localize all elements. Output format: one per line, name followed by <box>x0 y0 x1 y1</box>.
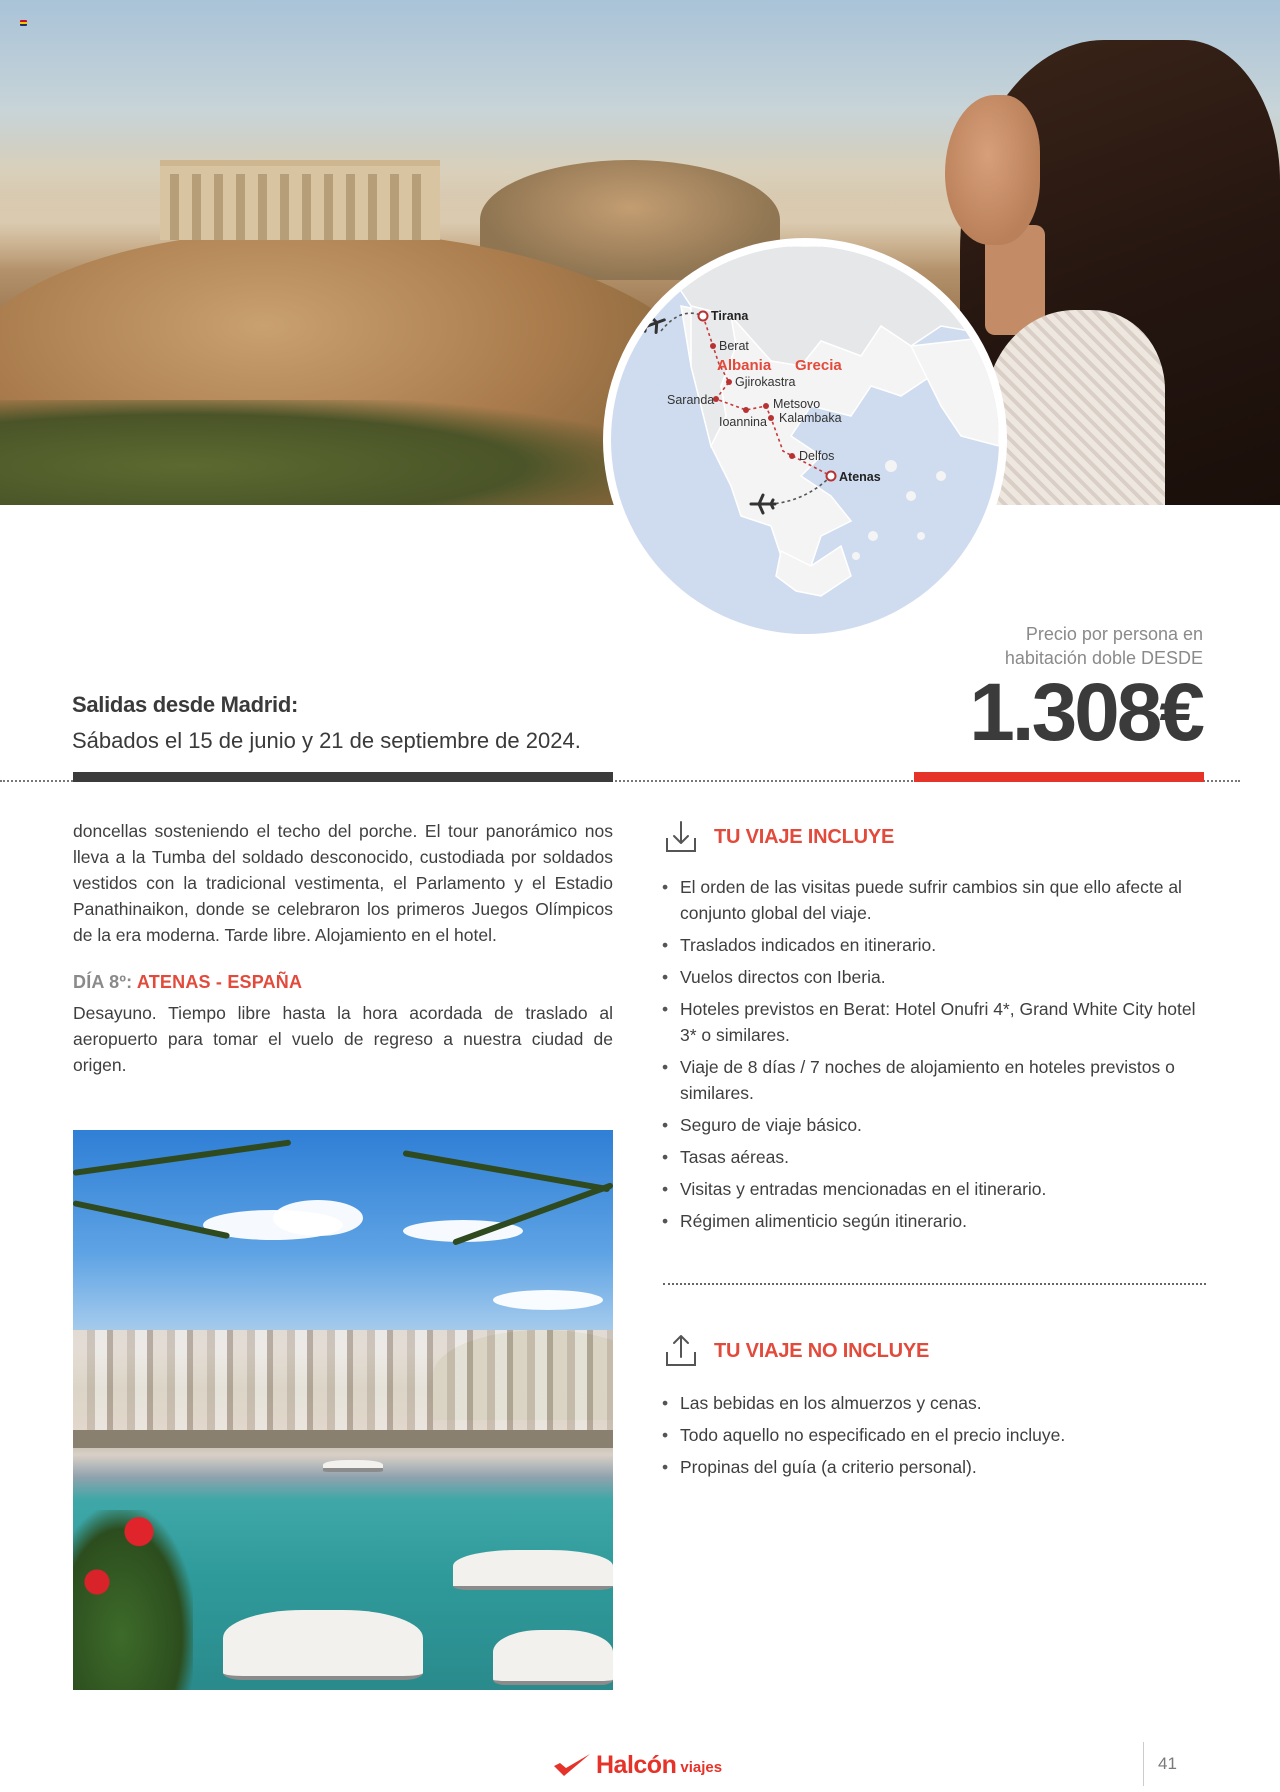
map-label-metsovo: Metsovo <box>773 397 821 411</box>
halcon-logo <box>552 1752 722 1778</box>
list-item: • Visitas y entradas mencionadas en el itinerario. <box>662 1176 1202 1202</box>
dotted-divider <box>663 1283 1206 1285</box>
map-label-gjirokastra: Gjirokastra <box>735 375 796 389</box>
route-map <box>603 238 1007 642</box>
upload-tray-icon <box>662 1332 700 1370</box>
excludes-title: TU VIAJE NO INCLUYE <box>714 1339 930 1362</box>
dark-accent-bar <box>73 772 613 782</box>
list-item: • Tasas aéreas. <box>662 1144 1202 1170</box>
red-accent-bar <box>914 772 1204 782</box>
includes-title: TU VIAJE INCLUYE <box>714 825 895 848</box>
map-country-grecia: Grecia <box>795 357 842 374</box>
price-caption-line: Precio por persona en <box>1025 624 1203 644</box>
itinerary-paragraph: doncellas sosteniendo el techo del porche. El tour panorámico nos lleva a la Tumba del soldado desconocido, custodiada por soldados vestidos con la tradicional vestimenta, el Parlamento y el Estadio Panathinaikon, donde se celebraron los primeros Juegos Olímpicos de la era moderna. Tarde libre. Alojamiento en el hotel. <box>73 821 613 945</box>
page-number-divider <box>1143 1742 1144 1786</box>
day-description: Desayuno. Tiempo libre hasta la hora acordada de traslado al aeropuerto para tomar el vuelo de regreso a nuestra ciudad de origen. <box>73 1003 613 1075</box>
list-item: • Seguro de viaje básico. <box>662 1112 1202 1138</box>
map-label-berat: Berat <box>719 339 749 353</box>
list-item: • Propinas del guía (a criterio personal). <box>662 1454 1202 1480</box>
map-label-kalambaka: Kalambaka <box>779 411 842 425</box>
download-tray-icon <box>662 818 700 856</box>
brand-name: Halcón <box>596 1751 677 1779</box>
map-label-saranda: Saranda <box>667 393 715 407</box>
list-item: • Las bebidas en los almuerzos y cenas. <box>662 1390 1202 1416</box>
map-country-albania: Albania <box>717 357 772 374</box>
list-item: • Viaje de 8 días / 7 noches de alojamiento en hoteles previstos o similares. <box>662 1054 1202 1106</box>
includes-list <box>662 874 1202 1240</box>
map-label-delfos: Delfos <box>799 449 835 463</box>
halcon-wing-icon <box>552 1752 592 1778</box>
list-item: • Traslados indicados en itinerario. <box>662 932 1202 958</box>
map-label-tirana: Tirana <box>711 309 749 323</box>
day-route: ATENAS - ESPAÑA <box>136 972 303 992</box>
list-item: • Vuelos directos con Iberia. <box>662 964 1202 990</box>
price-amount: 1.308€ <box>969 667 1202 758</box>
list-item: • Régimen alimenticio según itinerario. <box>662 1208 1202 1234</box>
includes-header <box>662 818 894 856</box>
list-item: • El orden de las visitas puede sufrir cambios sin que ello afecte al conjunto global del viaje. <box>662 874 1202 926</box>
excludes-list <box>662 1390 1202 1486</box>
price-caption <box>903 622 1203 670</box>
parthenon-illustration <box>160 160 440 240</box>
page-number: 41 <box>1158 1754 1177 1773</box>
day-number: DÍA 8º: <box>73 972 133 992</box>
price-caption-line: habitación doble DESDE <box>1004 648 1203 668</box>
day-heading <box>73 972 302 993</box>
brand-sub: viajes <box>680 1759 723 1776</box>
excludes-header <box>662 1332 929 1370</box>
departures-title: Salidas desde Madrid: <box>72 692 298 717</box>
list-item: • Hoteles previstos en Berat: Hotel Onufri 4*, Grand White City hotel 3* o similares. <box>662 996 1202 1048</box>
harbor-photo <box>73 1130 613 1690</box>
departures-dates: Sábados el 15 de junio y 21 de septiembre de 2024. <box>72 728 581 753</box>
list-item: • Todo aquello no especificado en el precio incluye. <box>662 1422 1202 1448</box>
spain-flag-icon <box>20 20 27 26</box>
map-label-ioannina: Ioannina <box>719 415 767 429</box>
map-label-atenas: Atenas <box>839 470 881 484</box>
